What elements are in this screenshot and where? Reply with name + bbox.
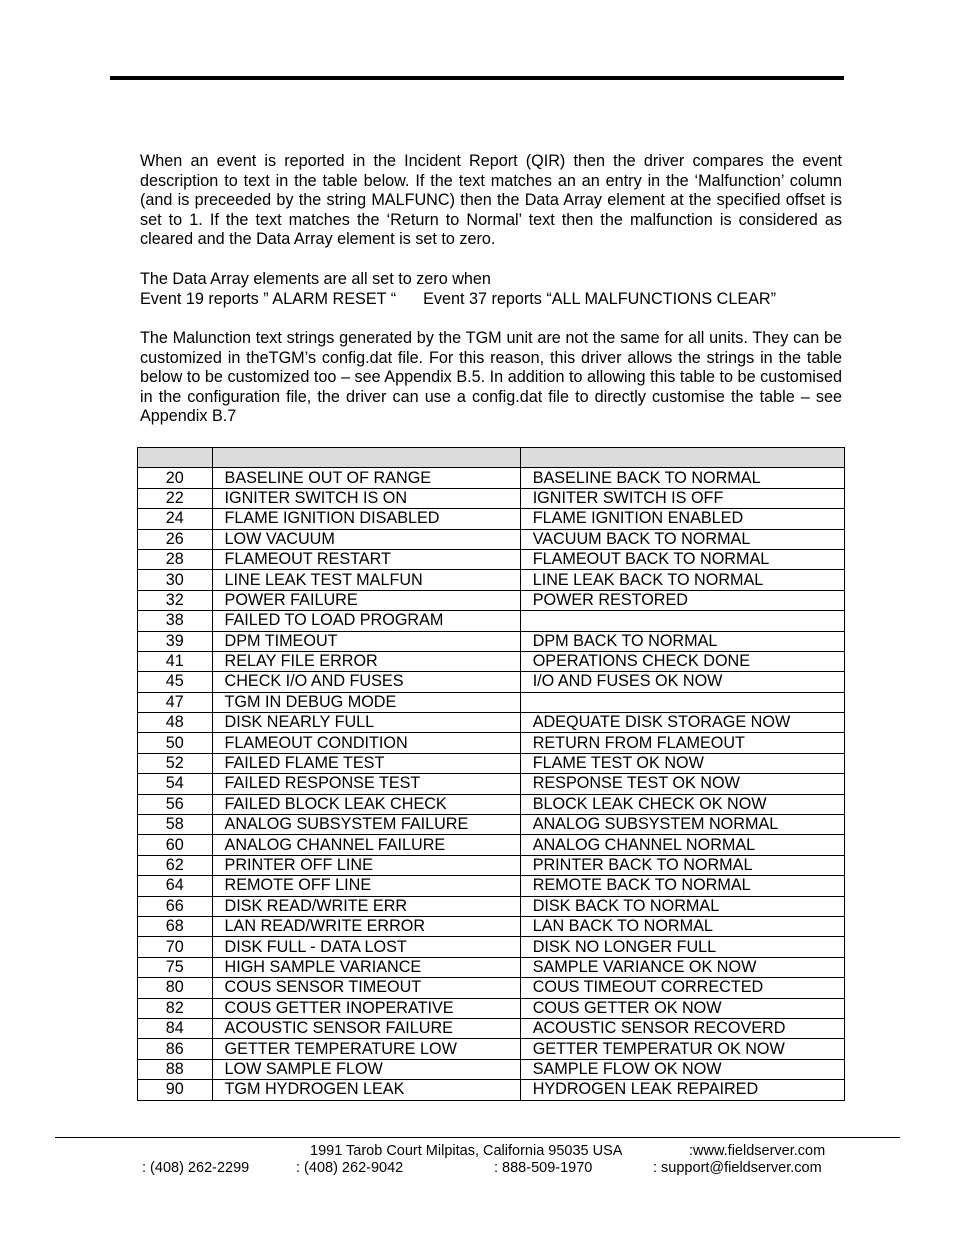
malfunction-table xyxy=(137,447,845,1101)
row-offset: 75 xyxy=(138,957,213,977)
table-row xyxy=(138,631,845,651)
table-row xyxy=(138,855,845,875)
row-offset: 50 xyxy=(138,733,213,753)
row-offset: 80 xyxy=(138,978,213,998)
row-malfunction: FAILED BLOCK LEAK CHECK xyxy=(212,794,520,814)
row-malfunction: POWER FAILURE xyxy=(212,590,520,610)
header-malfunction xyxy=(212,448,520,468)
row-malfunction: COUS GETTER INOPERATIVE xyxy=(212,998,520,1018)
row-return-to-normal: VACUUM BACK TO NORMAL xyxy=(520,529,844,549)
footer-tollfree: : 888-509-1970 xyxy=(494,1160,593,1176)
row-malfunction: ANALOG SUBSYSTEM FAILURE xyxy=(212,815,520,835)
row-return-to-normal: HYDROGEN LEAK REPAIRED xyxy=(520,1080,844,1100)
row-malfunction: FAILED FLAME TEST xyxy=(212,753,520,773)
footer-fax: : (408) 262-9042 xyxy=(296,1160,404,1176)
row-malfunction: FLAMEOUT CONDITION xyxy=(212,733,520,753)
row-offset: 30 xyxy=(138,570,213,590)
footer-website: :www.fieldserver.com xyxy=(689,1143,826,1159)
row-offset: 24 xyxy=(138,509,213,529)
table-row xyxy=(138,549,845,569)
row-malfunction: REMOTE OFF LINE xyxy=(212,876,520,896)
header-rule xyxy=(110,76,844,80)
row-malfunction: DPM TIMEOUT xyxy=(212,631,520,651)
row-return-to-normal: ADEQUATE DISK STORAGE NOW xyxy=(520,713,844,733)
row-return-to-normal: DISK BACK TO NORMAL xyxy=(520,896,844,916)
table-row xyxy=(138,896,845,916)
row-return-to-normal: GETTER TEMPERATUR OK NOW xyxy=(520,1039,844,1059)
table-row xyxy=(138,937,845,957)
table-row xyxy=(138,957,845,977)
row-malfunction: FLAMEOUT RESTART xyxy=(212,549,520,569)
row-return-to-normal: RESPONSE TEST OK NOW xyxy=(520,774,844,794)
header-offset xyxy=(138,448,213,468)
row-offset: 48 xyxy=(138,713,213,733)
row-offset: 70 xyxy=(138,937,213,957)
row-malfunction: ACOUSTIC SENSOR FAILURE xyxy=(212,1018,520,1038)
row-return-to-normal: FLAME IGNITION ENABLED xyxy=(520,509,844,529)
row-return-to-normal: IGNITER SWITCH IS OFF xyxy=(520,488,844,508)
row-return-to-normal: DISK NO LONGER FULL xyxy=(520,937,844,957)
row-malfunction: FAILED RESPONSE TEST xyxy=(212,774,520,794)
row-offset: 26 xyxy=(138,529,213,549)
table-row xyxy=(138,488,845,508)
row-return-to-normal: OPERATIONS CHECK DONE xyxy=(520,651,844,671)
reset-paragraph-line-1: The Data Array elements are all set to zero when xyxy=(140,270,491,288)
table-header-row xyxy=(138,448,845,468)
footer-email: : support@fieldserver.com xyxy=(653,1160,822,1176)
row-return-to-normal: BLOCK LEAK CHECK OK NOW xyxy=(520,794,844,814)
row-offset: 41 xyxy=(138,651,213,671)
row-offset: 39 xyxy=(138,631,213,651)
table-row xyxy=(138,876,845,896)
row-malfunction: ANALOG CHANNEL FAILURE xyxy=(212,835,520,855)
row-offset: 64 xyxy=(138,876,213,896)
row-offset: 52 xyxy=(138,753,213,773)
row-return-to-normal xyxy=(520,611,844,631)
table-row xyxy=(138,794,845,814)
row-malfunction: GETTER TEMPERATURE LOW xyxy=(212,1039,520,1059)
row-return-to-normal: SAMPLE FLOW OK NOW xyxy=(520,1059,844,1079)
table-row xyxy=(138,815,845,835)
row-return-to-normal: LAN BACK TO NORMAL xyxy=(520,916,844,936)
table-row xyxy=(138,998,845,1018)
row-malfunction: FAILED TO LOAD PROGRAM xyxy=(212,611,520,631)
row-malfunction: RELAY FILE ERROR xyxy=(212,651,520,671)
customization-paragraph: The Malunction text strings generated by the TGM unit are not the same for all units. They can be customized in theTGM’s config.dat file. For this reason, this driver allows the strings in the table below to be customized too – see Appendix B.5. In addition to allowing this table to be customised in the configuration file, the driver can use a config.dat file to directly customise the table – see Appendix B.7 xyxy=(140,329,842,426)
table-row xyxy=(138,509,845,529)
row-malfunction: FLAME IGNITION DISABLED xyxy=(212,509,520,529)
table-row xyxy=(138,835,845,855)
table-row xyxy=(138,570,845,590)
row-return-to-normal: PRINTER BACK TO NORMAL xyxy=(520,855,844,875)
row-return-to-normal: LINE LEAK BACK TO NORMAL xyxy=(520,570,844,590)
header-return-to-normal xyxy=(520,448,844,468)
table-row xyxy=(138,1080,845,1100)
row-malfunction: DISK READ/WRITE ERR xyxy=(212,896,520,916)
row-offset: 45 xyxy=(138,672,213,692)
row-return-to-normal: FLAME TEST OK NOW xyxy=(520,753,844,773)
row-offset: 82 xyxy=(138,998,213,1018)
row-offset: 56 xyxy=(138,794,213,814)
footer-phone: : (408) 262-2299 xyxy=(142,1160,250,1176)
row-malfunction: LOW SAMPLE FLOW xyxy=(212,1059,520,1079)
row-malfunction: LAN READ/WRITE ERROR xyxy=(212,916,520,936)
row-offset: 32 xyxy=(138,590,213,610)
row-return-to-normal: REMOTE BACK TO NORMAL xyxy=(520,876,844,896)
row-offset: 88 xyxy=(138,1059,213,1079)
row-offset: 20 xyxy=(138,468,213,488)
row-return-to-normal: COUS GETTER OK NOW xyxy=(520,998,844,1018)
row-return-to-normal: POWER RESTORED xyxy=(520,590,844,610)
row-return-to-normal: ANALOG SUBSYSTEM NORMAL xyxy=(520,815,844,835)
row-malfunction: DISK FULL - DATA LOST xyxy=(212,937,520,957)
row-offset: 60 xyxy=(138,835,213,855)
row-return-to-normal: ACOUSTIC SENSOR RECOVERD xyxy=(520,1018,844,1038)
row-offset: 38 xyxy=(138,611,213,631)
row-offset: 66 xyxy=(138,896,213,916)
footer-address: 1991 Tarob Court Milpitas, California 95035 USA xyxy=(310,1143,623,1159)
table-row xyxy=(138,774,845,794)
footer-rule xyxy=(55,1137,900,1138)
table-row xyxy=(138,468,845,488)
row-return-to-normal xyxy=(520,692,844,712)
table-row xyxy=(138,529,845,549)
row-return-to-normal: BASELINE BACK TO NORMAL xyxy=(520,468,844,488)
table-row xyxy=(138,672,845,692)
table-row xyxy=(138,611,845,631)
row-malfunction: COUS SENSOR TIMEOUT xyxy=(212,978,520,998)
row-offset: 58 xyxy=(138,815,213,835)
table-row xyxy=(138,1059,845,1079)
table-row xyxy=(138,733,845,753)
row-return-to-normal: COUS TIMEOUT CORRECTED xyxy=(520,978,844,998)
row-malfunction: LOW VACUUM xyxy=(212,529,520,549)
row-offset: 22 xyxy=(138,488,213,508)
table-row xyxy=(138,978,845,998)
row-offset: 28 xyxy=(138,549,213,569)
row-malfunction: PRINTER OFF LINE xyxy=(212,855,520,875)
row-offset: 54 xyxy=(138,774,213,794)
row-malfunction: LINE LEAK TEST MALFUN xyxy=(212,570,520,590)
row-return-to-normal: I/O AND FUSES OK NOW xyxy=(520,672,844,692)
table-row xyxy=(138,692,845,712)
row-offset: 84 xyxy=(138,1018,213,1038)
row-malfunction: CHECK I/O AND FUSES xyxy=(212,672,520,692)
row-return-to-normal: ANALOG CHANNEL NORMAL xyxy=(520,835,844,855)
row-malfunction: BASELINE OUT OF RANGE xyxy=(212,468,520,488)
table-row xyxy=(138,753,845,773)
reset-paragraph-line-2: Event 19 reports ” ALARM RESET “ Event 37 reports “ALL MALFUNCTIONS CLEAR” xyxy=(140,290,777,308)
row-offset: 62 xyxy=(138,855,213,875)
table-row xyxy=(138,713,845,733)
row-offset: 90 xyxy=(138,1080,213,1100)
row-malfunction: TGM HYDROGEN LEAK xyxy=(212,1080,520,1100)
row-malfunction: HIGH SAMPLE VARIANCE xyxy=(212,957,520,977)
intro-paragraph: When an event is reported in the Incident Report (QIR) then the driver compares the event description to text in the table below. If the text matches an an entry in the ‘Malfunction’ column (and is preceeded by the string MALFUNC) then the Data Array element at the specified offset is set to 1. If the text matches the ‘Return to Normal’ text then the malfunction is considered as cleared and the Data Array element is set to zero. xyxy=(140,152,842,249)
table-row xyxy=(138,916,845,936)
table-row xyxy=(138,590,845,610)
table-row xyxy=(138,1018,845,1038)
row-return-to-normal: SAMPLE VARIANCE OK NOW xyxy=(520,957,844,977)
table-body xyxy=(138,468,845,1100)
row-return-to-normal: DPM BACK TO NORMAL xyxy=(520,631,844,651)
row-offset: 86 xyxy=(138,1039,213,1059)
row-malfunction: TGM IN DEBUG MODE xyxy=(212,692,520,712)
table-row xyxy=(138,651,845,671)
row-offset: 68 xyxy=(138,916,213,936)
row-return-to-normal: FLAMEOUT BACK TO NORMAL xyxy=(520,549,844,569)
row-malfunction: IGNITER SWITCH IS ON xyxy=(212,488,520,508)
row-malfunction: DISK NEARLY FULL xyxy=(212,713,520,733)
row-offset: 47 xyxy=(138,692,213,712)
table-row xyxy=(138,1039,845,1059)
row-return-to-normal: RETURN FROM FLAMEOUT xyxy=(520,733,844,753)
